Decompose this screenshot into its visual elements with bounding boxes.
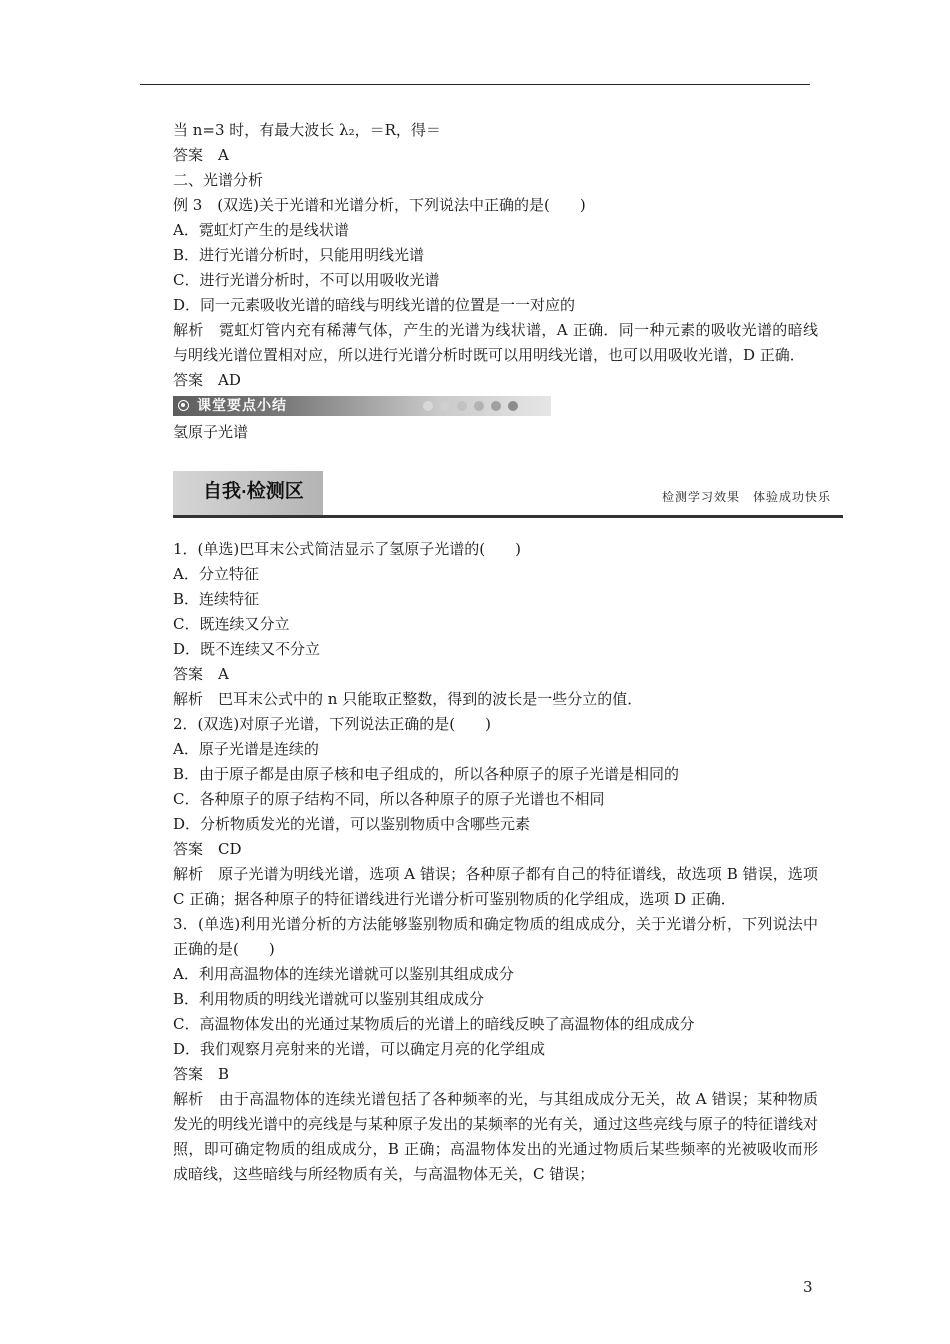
self-test-title-sub: 检测区 [246, 480, 304, 502]
banner-dots [423, 401, 518, 411]
self-test-title-separator: · [241, 483, 247, 501]
q1-answer: 答案 A [173, 665, 229, 683]
q3-stem: 3．(单选)利用光谱分析的方法能够鉴别物质和确定物质的组成成分，关于光谱分析，下列说法中正确的是( ) [173, 915, 818, 958]
self-test-rule [173, 515, 843, 518]
q1-option-b: B．连续特征 [173, 590, 260, 608]
q1-option-d: D．既不连续又不分立 [173, 640, 321, 658]
q2-analysis: 解析 原子光谱为明线光谱，选项 A 错误；各种原子都有自己的特征谱线，故选项 B 错误，选项 C 正确；据各种原子的特征谱线进行光谱分析可鉴别物质的化学组成，选项 D 正确． [173, 865, 818, 908]
q2-option-a: A．原子光谱是连续的 [173, 740, 319, 758]
q3-option-c: C．高温物体发出的光通过某物质后的光谱上的暗线反映了高温物体的组成成分 [173, 1015, 695, 1033]
q1-option-a: A．分立特征 [173, 565, 259, 583]
self-test-title-main: 自我 [203, 480, 242, 502]
q2-stem: 2．(双选)对原子光谱，下列说法正确的是( ) [173, 715, 491, 733]
q1-stem: 1．(单选)巴耳末公式简洁显示了氢原子光谱的( ) [173, 540, 521, 558]
banner-dot [423, 401, 433, 411]
q2-option-b: B．由于原子都是由原子核和电子组成的，所以各种原子的原子光谱是相同的 [173, 765, 680, 783]
summary-text: 氢原子光谱 [173, 423, 249, 441]
banner-dot [440, 401, 450, 411]
summary-banner [173, 396, 551, 416]
self-test-title [203, 479, 304, 505]
banner-dot [491, 401, 501, 411]
example-analysis: 解析 霓虹灯管内充有稀薄气体，产生的光谱为线状谱，A 正确．同一种元素的吸收光谱的暗线与明线光谱位置相对应，所以进行光谱分析时既可以用明线光谱，也可以用吸收光谱，D 正确． [173, 321, 818, 364]
spacer [173, 517, 818, 537]
q3-option-d: D．我们观察月亮射来的光谱，可以确定月亮的化学组成 [173, 1040, 546, 1058]
answer-line: 答案 A [173, 146, 229, 164]
option-d: D．同一元素吸收光谱的暗线与明线光谱的位置是一一对应的 [173, 296, 576, 314]
q3-option-a: A．利用高温物体的连续光谱就可以鉴别其组成成分 [173, 965, 514, 983]
page-content [173, 118, 831, 1187]
q1-analysis: 解析 巴耳末公式中的 n 只能取正整数，得到的波长是一些分立的值． [173, 690, 643, 708]
header-rule [140, 84, 810, 85]
summary-banner-title: 课堂要点小结 [197, 398, 287, 414]
page-number: 3 [803, 1278, 813, 1296]
example-question: 例 3 (双选)关于光谱和光谱分析，下列说法中正确的是( ) [173, 196, 586, 214]
option-a: A．霓虹灯产生的是线状谱 [173, 221, 349, 239]
q2-option-c: C．各种原子的原子结构不同，所以各种原子的原子光谱也不相同 [173, 790, 605, 808]
q2-answer: 答案 CD [173, 840, 242, 858]
q2-option-d: D．分析物质发光的光谱，可以鉴别物质中含哪些元素 [173, 815, 531, 833]
banner-dot [474, 401, 484, 411]
example-answer: 答案 AD [173, 371, 241, 389]
q3-analysis: 解析 由于高温物体的连续光谱包括了各种频率的光，与其组成成分无关，故 A 错误；某种物质发光的明线光谱中的亮线是与某种原子发出的某频率的光有关，通过这些亮线与原子的特征谱线对照，即可确定物质的组成成分，B 正确；高温物体发出的光通过物质后某些频率的光被吸收而形成暗线，这些暗线与所经物质有关，与高温物体无关，C 错误； [173, 1090, 819, 1183]
q3-option-b: B．利用物质的明线光谱就可以鉴别其组成成分 [173, 990, 485, 1008]
self-test-tagline: 检测学习效果 体验成功快乐 [661, 490, 831, 504]
q1-option-c: C．既连续又分立 [173, 615, 290, 633]
banner-dot [457, 401, 467, 411]
banner-dot [508, 401, 518, 411]
self-test-header [173, 471, 843, 517]
section-heading: 二、光谱分析 [173, 171, 264, 189]
q3-answer: 答案 B [173, 1065, 230, 1083]
target-icon [178, 400, 189, 411]
text-line: 当 n=3 时，有最大波长 λ₂，＝R，得＝ [173, 121, 441, 139]
option-c: C．进行光谱分析时，不可以用吸收光谱 [173, 271, 440, 289]
option-b: B．进行光谱分析时，只能用明线光谱 [173, 246, 425, 264]
